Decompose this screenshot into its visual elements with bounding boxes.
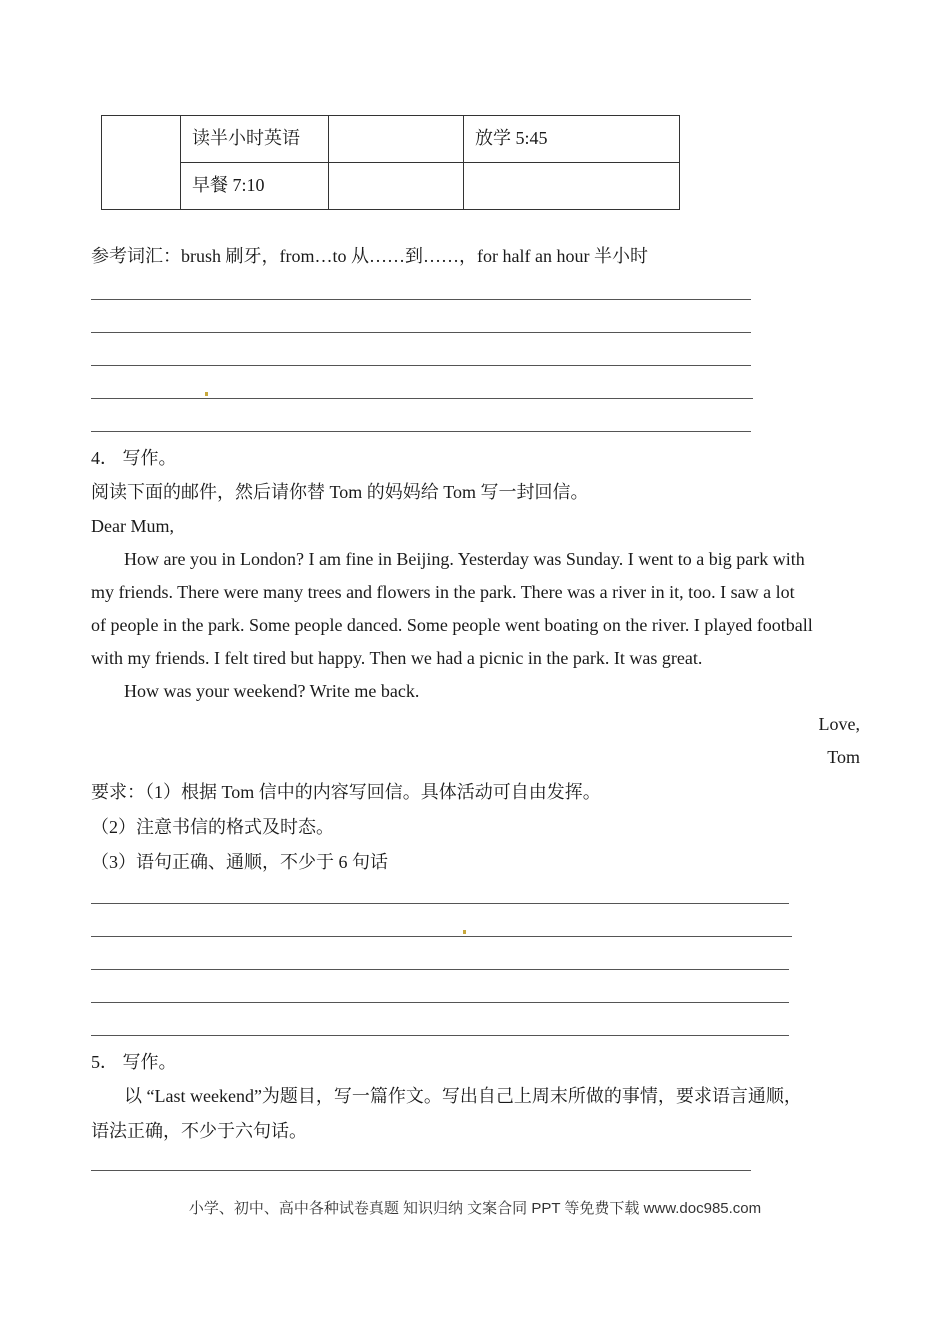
requirement-3: （3）语句正确、通顺，不少于 6 句话: [91, 852, 388, 872]
answer-line[interactable]: [91, 332, 751, 333]
answer-line[interactable]: [91, 936, 792, 937]
table-cell: [102, 116, 181, 210]
letter-line: How are you in London? I am fine in Beijing. Yesterday was Sunday. I went to a big park with: [124, 549, 805, 569]
table-cell: 读半小时英语: [181, 116, 329, 163]
letter-line: with my friends. I felt tired but happy. Then we had a picnic in the park. It was great.: [91, 648, 703, 668]
table-cell: [329, 163, 464, 210]
schedule-table: [101, 115, 680, 210]
table-cell: 放学 5:45: [464, 116, 680, 163]
letter-greeting: Dear Mum,: [91, 516, 174, 536]
answer-line[interactable]: [91, 431, 751, 432]
table-row: [102, 116, 680, 163]
table-row: [102, 163, 680, 210]
answer-line[interactable]: [91, 398, 753, 399]
vocab-hint: 参考词汇：brush 刷牙，from…to 从……到……，for half an hour 半小时: [91, 246, 648, 266]
marker-dot: [463, 930, 466, 934]
letter-line: of people in the park. Some people danced. Some people went boating on the river. I played football: [91, 615, 813, 635]
letter-closing: Love,: [818, 714, 860, 734]
q4-heading: 4． 写作。: [91, 448, 177, 468]
table-cell: [329, 116, 464, 163]
letter-signature: Tom: [827, 747, 860, 767]
answer-line[interactable]: [91, 969, 789, 970]
q5-prompt-cont: 语法正确，不少于六句话。: [91, 1121, 307, 1141]
answer-line[interactable]: [91, 365, 751, 366]
q4-instruction: 阅读下面的邮件，然后请你替 Tom 的妈妈给 Tom 写一封回信。: [91, 482, 589, 502]
answer-line[interactable]: [91, 1170, 751, 1171]
q5-heading: 5． 写作。: [91, 1052, 177, 1072]
answer-line[interactable]: [91, 903, 789, 904]
page-footer: 小学、初中、高中各种试卷真题 知识归纳 文案合同 PPT 等免费下载 www.doc985.com: [188, 1200, 762, 1217]
q5-prompt: 以 “Last weekend”为题目，写一篇作文。写出自己上周末所做的事情，要求语言通顺，: [124, 1086, 802, 1106]
table-cell: 早餐 7:10: [181, 163, 329, 210]
answer-line[interactable]: [91, 299, 751, 300]
marker-dot: [205, 392, 208, 396]
table-cell: [464, 163, 680, 210]
requirement-1: 要求：（1）根据 Tom 信中的内容写回信。具体活动可自由发挥。: [91, 782, 601, 802]
letter-line: my friends. There were many trees and flowers in the park. There was a river in it, too. I saw a lot: [91, 582, 795, 602]
answer-line[interactable]: [91, 1002, 789, 1003]
answer-line[interactable]: [91, 1035, 789, 1036]
requirement-2: （2）注意书信的格式及时态。: [91, 817, 334, 837]
letter-line: How was your weekend? Write me back.: [124, 681, 420, 701]
